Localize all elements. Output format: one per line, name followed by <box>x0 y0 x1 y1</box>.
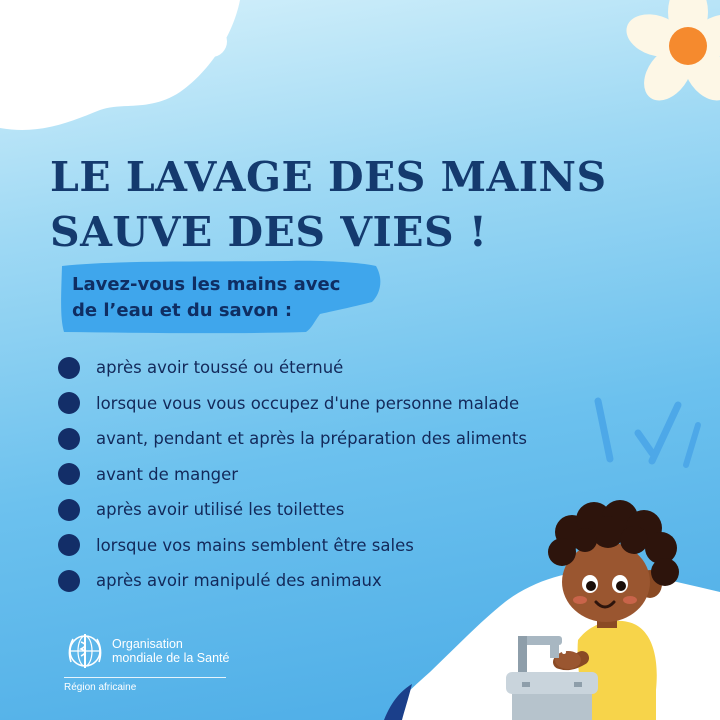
organization-name <box>112 637 229 665</box>
organization-logo <box>64 630 229 693</box>
title-line: LE LAVAGE DES MAINS <box>50 153 607 201</box>
subtitle-line: Lavez-vous les mains avec <box>72 274 341 295</box>
who-emblem-icon <box>64 630 106 672</box>
list-item-text: avant, pendant et après la préparation des aliments <box>96 429 527 449</box>
organization-name-line: mondiale de la Santé <box>112 651 230 665</box>
title-line: SAUVE DES VIES ! <box>50 208 488 256</box>
subtitle-line: de l’eau et du savon : <box>72 300 293 321</box>
list-item-text: après avoir utilisé les toilettes <box>96 500 345 520</box>
region-label: Région africaine <box>64 682 137 693</box>
list-item-text: lorsque vous vous occupez d'une personne malade <box>96 393 520 413</box>
list-item-text: lorsque vos mains semblent être sales <box>96 535 414 555</box>
list-item-text: après avoir manipulé des animaux <box>96 571 382 591</box>
logo-divider <box>64 677 226 678</box>
organization-name-line: Organisation <box>112 637 183 651</box>
list-item-text: après avoir toussé ou éternué <box>96 358 344 378</box>
list-item-text: avant de manger <box>96 464 239 484</box>
